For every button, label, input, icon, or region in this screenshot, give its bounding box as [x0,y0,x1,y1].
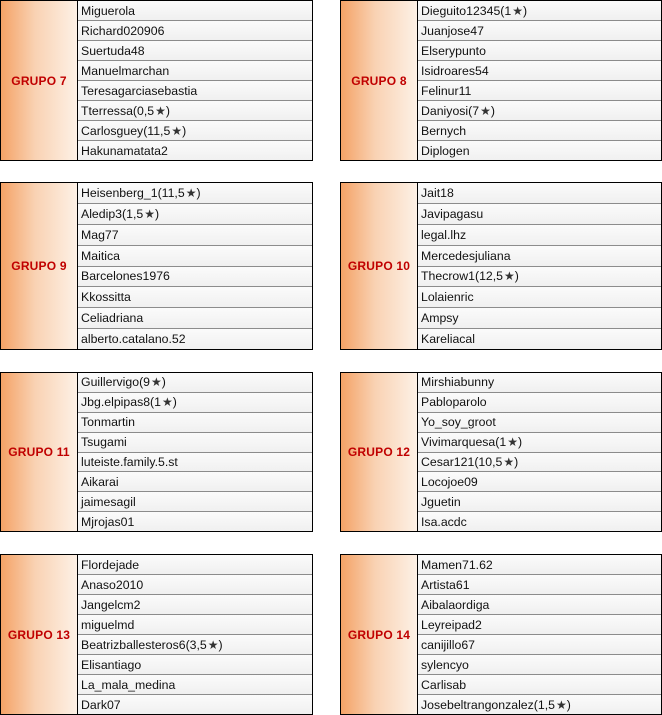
member-suffix: ) [218,637,223,652]
member-row [418,393,661,413]
star-icon: ★ [480,103,491,118]
member-name: Mjrojas01 [81,514,135,529]
member-name: Diplogen [421,143,470,158]
member-row [418,81,661,101]
member-row [78,308,312,329]
member-name: Celiadriana [81,311,144,326]
member-row [418,287,661,308]
member-name: Tsugami [81,435,127,450]
member-row [418,675,661,695]
member-name: Aledip3(1,5 [81,206,144,221]
member-name: miguelmd [81,617,135,632]
member-name: Lolaienric [421,290,474,305]
member-row [78,393,312,413]
group-label [341,1,418,160]
member-row [78,183,312,204]
member-row [78,555,312,575]
member-list [78,183,312,349]
group-label [341,373,418,531]
member-row [78,413,312,433]
group-label-text: GRUPO 9 [11,259,67,273]
group-label-text: GRUPO 8 [351,73,407,88]
member-name: Suertuda48 [81,43,145,58]
star-icon: ★ [556,697,567,712]
member-row [78,575,312,595]
member-suffix: ) [514,454,519,469]
member-row [418,655,661,675]
group-label [1,183,78,349]
member-row [78,101,312,121]
member-row [418,183,661,204]
member-name: Elserypunto [421,43,486,58]
member-row [78,121,312,141]
member-name: Heisenberg_1(11,5 [81,185,185,200]
member-row [78,595,312,615]
member-name: Artista61 [421,577,470,592]
member-row [418,101,661,121]
member-name: sylencyo [421,657,469,672]
star-icon: ★ [155,103,166,118]
member-name: Guillervigo(9 [81,375,151,390]
star-icon: ★ [161,395,173,410]
member-name: Mamen71.62 [421,557,493,572]
member-name: Mercedesjuliana [421,248,511,263]
member-row [418,615,661,635]
member-name: canijillo67 [421,637,476,652]
member-name: La_mala_medina [81,677,176,692]
member-row [78,1,312,21]
group-table [340,0,662,161]
member-name: Josebeltrangonzalez(1,5 [421,697,555,712]
group-label-text: GRUPO 14 [347,627,411,642]
member-name: Jbg.elpipas8(1 [81,395,161,410]
member-name: Barcelones1976 [81,269,170,284]
member-suffix: ) [490,103,495,118]
member-name: Mirshiabunny [421,375,495,390]
star-icon: ★ [185,185,197,200]
group-label [1,555,78,714]
member-row [78,472,312,492]
group-label-text: GRUPO 12 [347,445,411,459]
group-table [0,182,313,350]
member-name: Manuelmarchan [81,63,170,78]
member-name: Miguerola [81,3,135,18]
member-name: Hakunamatata2 [81,143,168,158]
group-label [341,555,418,714]
member-row [78,655,312,675]
member-name: Maitica [81,248,120,263]
member-suffix: ) [182,123,187,138]
star-icon: ★ [151,375,162,390]
member-suffix: ) [517,435,523,450]
member-name: legal.lhz [421,227,467,242]
member-row [78,267,312,288]
member-name: Ampsy [421,311,459,326]
member-row [418,21,661,41]
star-icon: ★ [504,269,515,284]
member-name: Felinur11 [421,83,472,98]
member-row [78,204,312,225]
member-name: Tterressa(0,5 [81,103,155,118]
member-list [78,1,312,160]
member-name: Pabloparolo [421,395,487,410]
member-name: Cesar121(10,5 [421,454,503,469]
member-name: Anaso2010 [81,577,144,592]
member-row [78,287,312,308]
member-row [418,413,661,433]
member-row [418,472,661,492]
member-row [418,492,661,512]
member-name: Jguetin [421,494,461,509]
member-name: Yo_soy_groot [421,415,496,430]
member-list [78,555,312,714]
member-name: Thecrow1(12,5 [421,269,504,284]
member-row [418,141,661,160]
star-icon: ★ [507,435,518,450]
member-name: Kkossitta [81,290,131,305]
member-suffix: ) [514,269,519,284]
star-icon: ★ [144,206,155,221]
member-row [78,433,312,453]
group-label-text: GRUPO 7 [11,73,67,88]
member-row [78,141,312,160]
member-row [418,308,661,329]
member-list [78,373,312,531]
member-row [418,575,661,595]
member-name: Carlisab [421,677,467,692]
member-name: Leyreipad2 [421,617,482,632]
member-name: Jangelcm2 [81,597,141,612]
member-row [78,675,312,695]
group-label-text: GRUPO 11 [8,445,70,459]
member-name: Teresagarciasebastia [81,83,198,98]
member-row [78,615,312,635]
group-label [341,183,418,349]
member-name: Juanjose47 [421,23,484,38]
member-name: luteiste.family.5.st [81,454,178,469]
member-row [418,555,661,575]
member-row [418,267,661,288]
member-row [78,246,312,267]
group-table [340,182,662,350]
member-suffix: ) [566,697,571,712]
member-row [418,225,661,246]
member-suffix: ) [196,185,201,200]
member-list [418,373,661,531]
group-table [340,372,662,532]
member-name: Richard020906 [81,23,165,38]
member-name: Jait18 [421,185,454,200]
member-row [418,373,661,393]
star-icon: ★ [171,123,183,138]
group-table [0,0,313,161]
star-icon: ★ [512,3,524,18]
member-list [418,183,661,349]
member-name: Carlosguey(11,5 [81,123,171,138]
member-row [418,204,661,225]
member-name: Mag77 [81,227,119,242]
member-row [78,225,312,246]
member-row [78,61,312,81]
member-row [78,41,312,61]
member-row [418,635,661,655]
group-label [1,1,78,160]
member-row [418,246,661,267]
group-label [1,373,78,531]
member-suffix: ) [161,375,166,390]
group-table [340,554,662,715]
member-list [418,1,661,160]
member-name: Kareliacal [421,332,475,347]
star-icon: ★ [503,454,515,469]
star-icon: ★ [207,637,219,652]
group-label-text: GRUPO 13 [7,627,71,642]
member-row [78,635,312,655]
member-suffix: ) [154,206,160,221]
group-table [0,372,313,532]
member-row [418,61,661,81]
member-name: Dieguito12345(1 [421,3,512,18]
member-name: Dark07 [81,697,121,712]
group-table [0,554,313,715]
member-name: Daniyosi(7 [421,103,480,118]
member-row [418,595,661,615]
member-row [78,81,312,101]
member-suffix: ) [165,103,170,118]
member-name: Isidroares54 [421,63,489,78]
member-row [418,433,661,453]
member-name: jaimesagil [81,494,136,509]
member-row [78,21,312,41]
member-suffix: ) [172,395,177,410]
member-row [418,512,661,531]
member-name: Aikarai [81,474,119,489]
member-row [78,512,312,531]
member-name: Javipagasu [421,206,484,221]
member-row [78,373,312,393]
member-name: Aibalaordiga [421,597,490,612]
member-list [418,555,661,714]
member-name: Flordejade [81,557,140,572]
member-row [418,121,661,141]
member-row [418,329,661,349]
group-label-text: GRUPO 10 [347,259,411,273]
member-row [418,453,661,473]
member-name: Tonmartin [81,415,135,430]
member-row [78,453,312,473]
member-name: Locojoe09 [421,474,478,489]
member-name: Isa.acdc [421,514,467,529]
member-row [78,329,312,349]
member-name: Beatrizballesteros6(3,5 [81,637,207,652]
member-name: alberto.catalano.52 [81,332,186,347]
member-row [418,41,661,61]
member-name: Vivimarquesa(1 [421,435,507,450]
member-row [78,492,312,512]
member-name: Elisantiago [81,657,142,672]
member-suffix: ) [523,3,528,18]
member-name: Bernych [421,123,467,138]
member-row [418,695,661,714]
member-row [418,1,661,21]
member-row [78,695,312,714]
